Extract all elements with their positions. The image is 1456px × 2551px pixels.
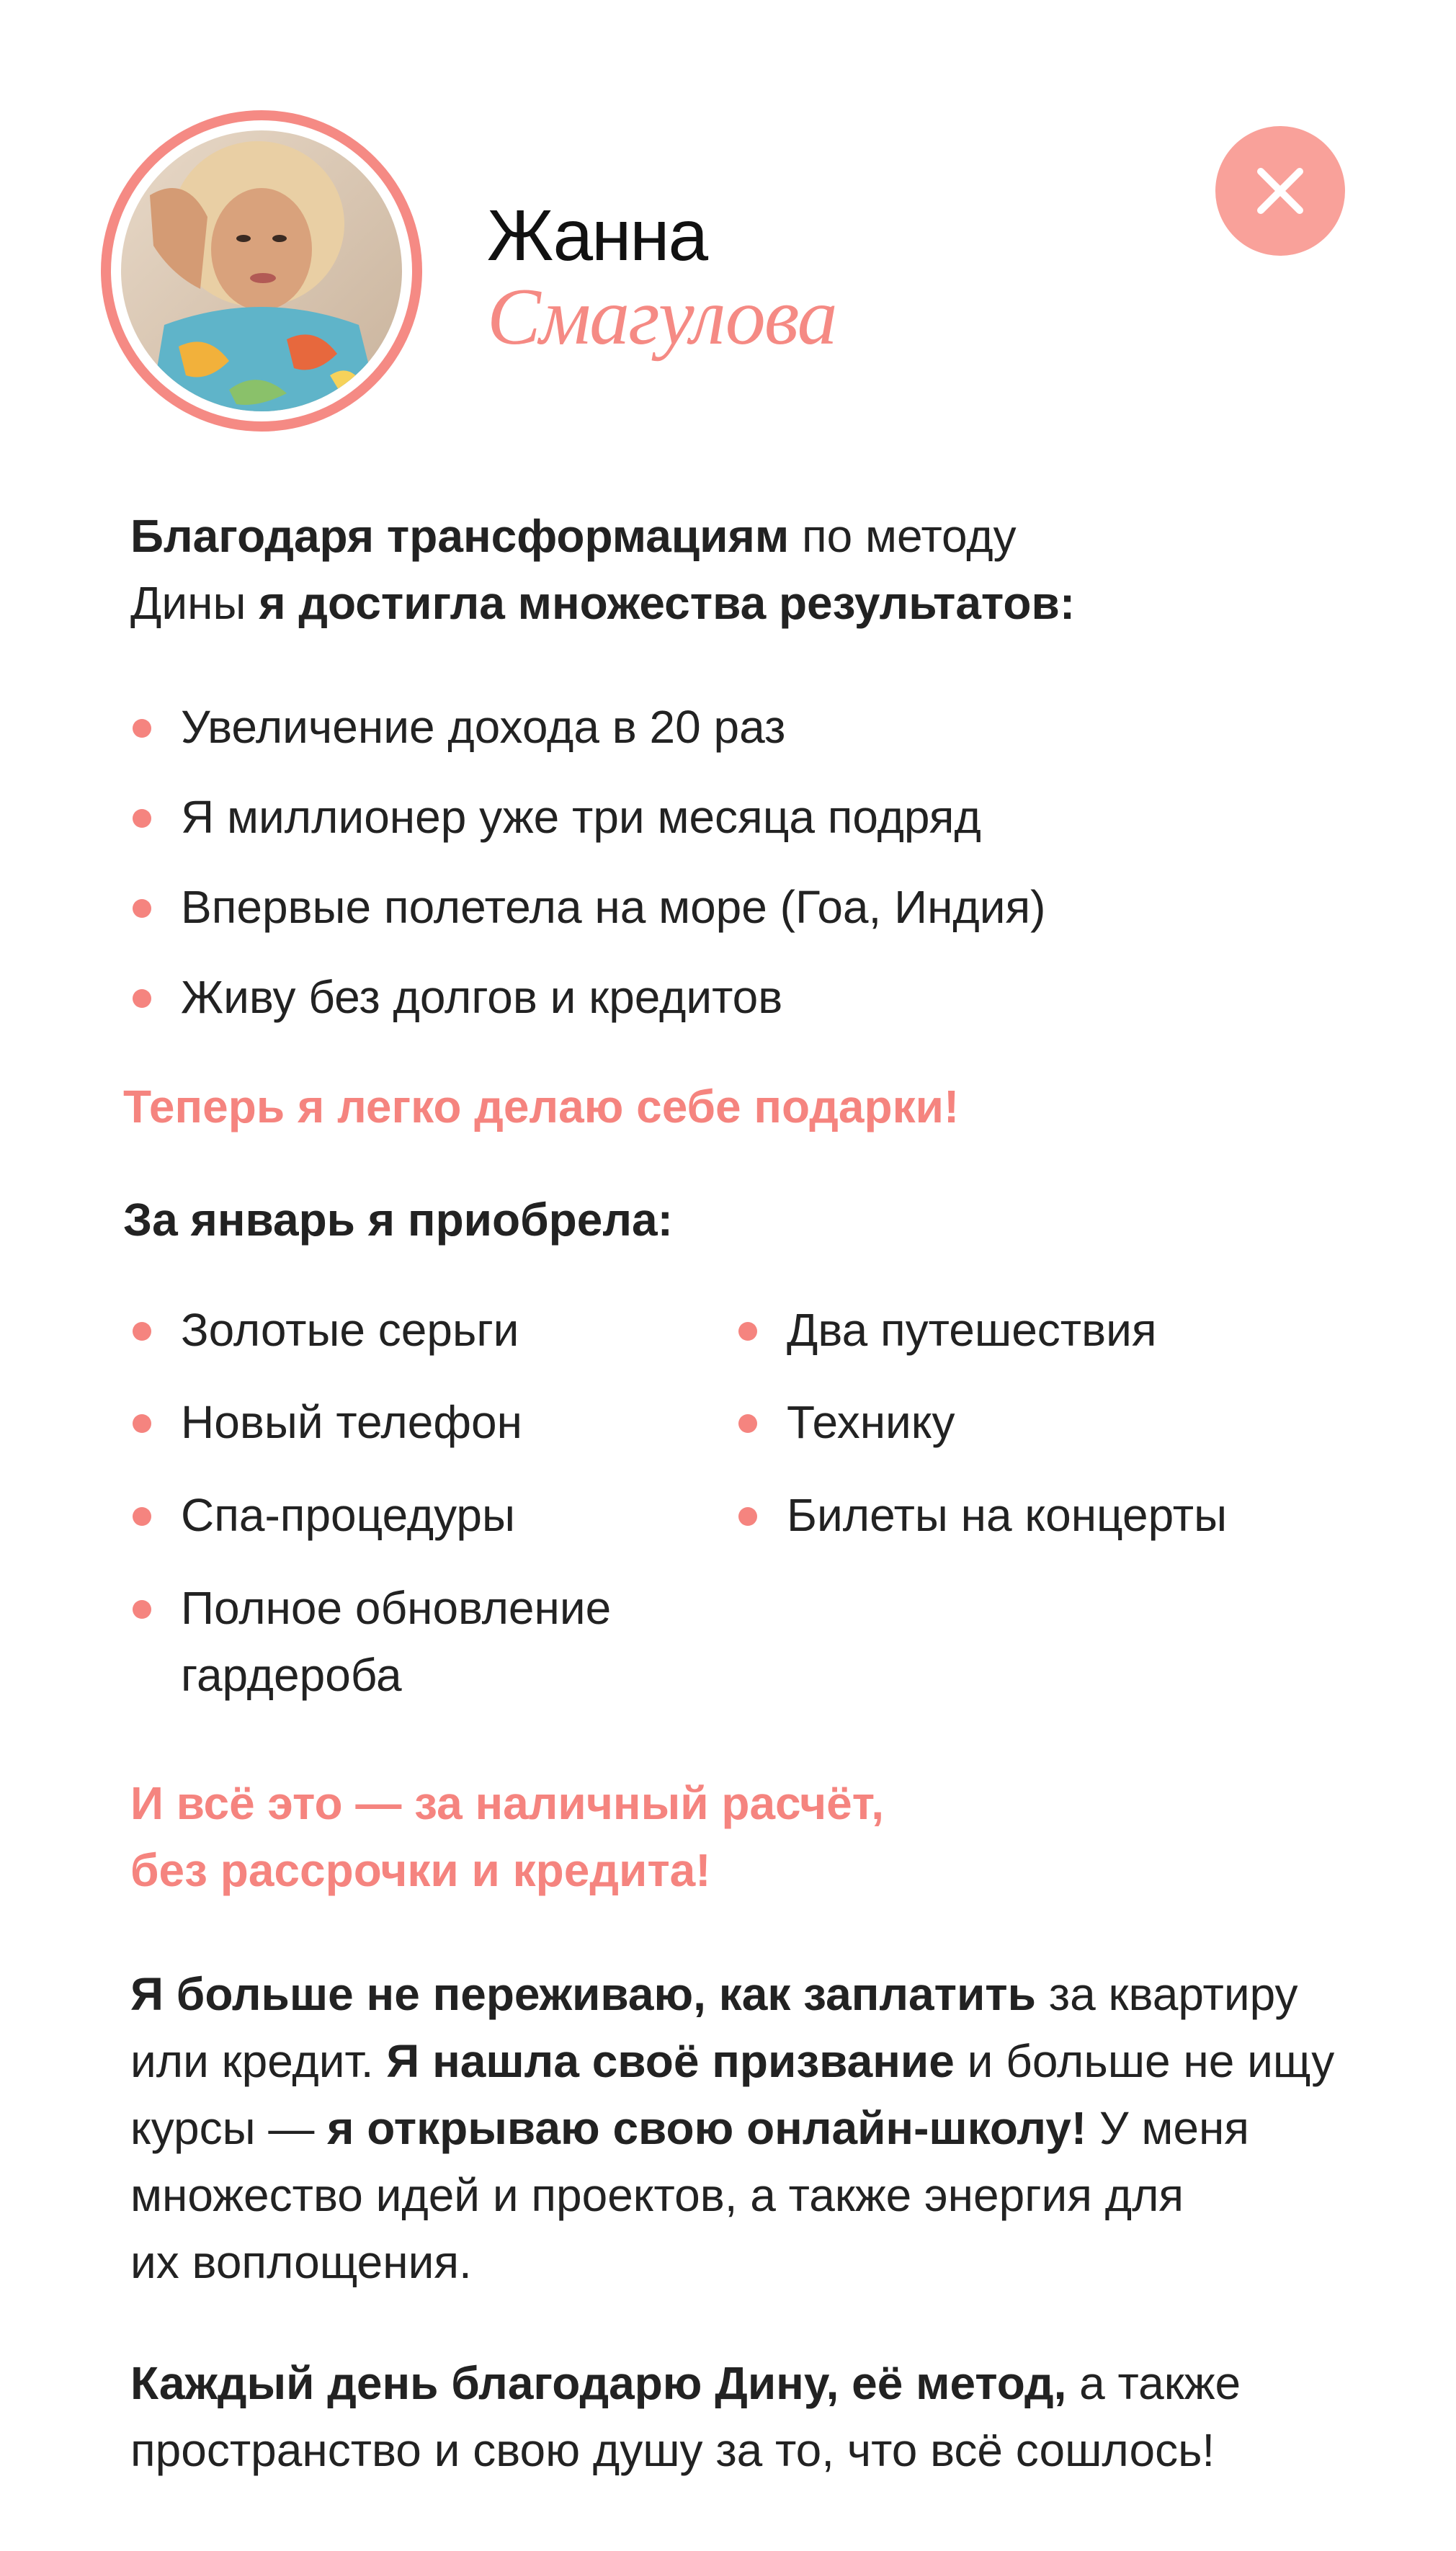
story-paragraph (130, 1961, 1370, 2296)
intro-bold-1: Благодаря трансформациям (130, 510, 790, 562)
close-button[interactable] (1215, 126, 1345, 256)
bullet-icon (738, 1507, 757, 1526)
profile-first-name: Жанна (487, 195, 707, 276)
profile-last-name: Смагулова (487, 272, 836, 362)
intro-bold-2: я достигла множества результатов: (259, 577, 1076, 629)
bullet-icon (133, 899, 151, 918)
bullet-icon (133, 989, 151, 1008)
avatar-border (111, 120, 412, 421)
bullet-icon (133, 1600, 151, 1619)
highlight-gifts: Теперь я легко делаю себе подарки! (123, 1081, 960, 1132)
story-text-6: множество идей и проектов, а также энергия для (130, 2169, 1184, 2221)
thanks-bold-1: Каждый день благодарю Дину, её метод, (130, 2357, 1067, 2409)
story-text-1: за квартиру (1035, 1968, 1298, 2020)
purchases-heading: За январь я приобрела: (123, 1194, 673, 1246)
thanks-paragraph (130, 2350, 1370, 2484)
intro-text-1: по методу (789, 510, 1017, 562)
story-text-7: их воплощения. (130, 2236, 472, 2288)
bullet-icon (133, 809, 151, 828)
highlight-cash-line-1: И всё это — за наличный расчёт, (130, 1777, 885, 1829)
bullet-icon (133, 1322, 151, 1341)
list-item: Новый телефон (181, 1396, 522, 1448)
list-item: Увеличение дохода в 20 раз (181, 701, 786, 753)
story-text-4: курсы — (130, 2102, 328, 2154)
bullet-icon (133, 1414, 151, 1433)
list-item: Полное обновление (181, 1582, 612, 1634)
thanks-text-2: пространство и свою душу за то, что всё сошлось! (130, 2424, 1215, 2476)
list-item: Два путешествия (787, 1304, 1157, 1356)
intro-text-2: Дины (130, 577, 259, 629)
bullet-icon (738, 1322, 757, 1341)
avatar (101, 110, 422, 432)
list-item-continuation: гардероба (181, 1649, 402, 1701)
intro-paragraph (130, 503, 1370, 637)
bullet-icon (133, 1507, 151, 1526)
bullet-icon (133, 719, 151, 738)
close-icon (1255, 166, 1305, 216)
story-bold-1: Я больше не переживаю, как заплатить (130, 1968, 1036, 2020)
list-item: Технику (787, 1396, 955, 1448)
story-text-2: или кредит. (130, 2035, 387, 2087)
list-item: Я миллионер уже три месяца подряд (181, 791, 981, 843)
list-item: Золотые серьги (181, 1304, 519, 1356)
highlight-cash-line-2: без рассрочки и кредита! (130, 1844, 711, 1896)
story-bold-3: я открываю свою онлайн-школу! (327, 2102, 1087, 2154)
story-text-5: У меня (1086, 2102, 1249, 2154)
story-text-3: и больше не ищу (954, 2035, 1335, 2087)
thanks-text-1: а также (1066, 2357, 1241, 2409)
list-item: Впервые полетела на море (Гоа, Индия) (181, 881, 1046, 933)
list-item: Живу без долгов и кредитов (181, 971, 783, 1023)
list-item: Спа-процедуры (181, 1489, 515, 1541)
list-item: Билеты на концерты (787, 1489, 1228, 1541)
avatar-photo (121, 130, 402, 411)
story-bold-2: Я нашла своё призвание (386, 2035, 955, 2087)
bullet-icon (738, 1414, 757, 1433)
